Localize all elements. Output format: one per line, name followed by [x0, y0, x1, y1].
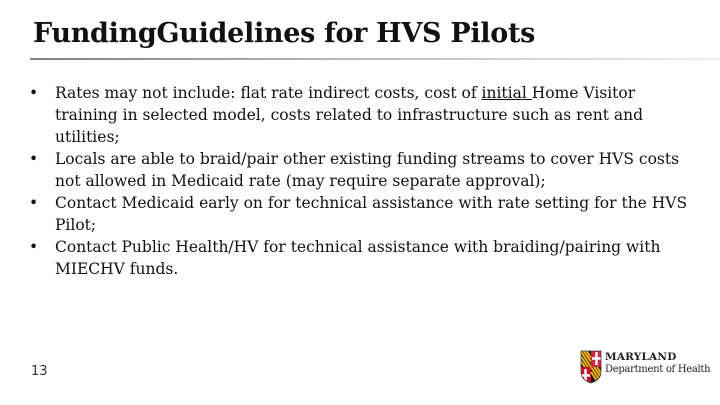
- maryland-health-logo: [580, 350, 710, 386]
- maryland-flag-icon: [580, 350, 602, 384]
- bullet-text: Contact Public Health/HV for technical assistance with braiding/pairing with MIECHV funds.: [55, 237, 661, 279]
- bullet-item: [26, 82, 696, 149]
- bullet-text-continued: Home Visitor training in selected model, costs related to infrastructure such as rent and utilities;: [55, 84, 644, 147]
- bullet-list: [26, 82, 696, 280]
- bullet-marker: •: [29, 194, 39, 213]
- bullet-text: Locals are able to braid/pair other existing funding streams to cover HVS costs not allowed in Medicaid rate (may require separate approval);: [55, 150, 680, 191]
- bullet-text: Contact Medicaid early on for technical assistance with rate setting for the HVS Pilot;: [55, 194, 688, 235]
- logo-department-name: Department of Health: [605, 363, 711, 375]
- slide-title: FundingGuidelines for HVS Pilots: [33, 18, 536, 49]
- bullet-item: [26, 236, 696, 280]
- bullet-text: Rates may not include: flat rate indirect costs, cost of: [55, 84, 482, 102]
- bullet-item: [26, 192, 696, 236]
- bullet-marker: •: [29, 237, 39, 256]
- bullet-marker: •: [29, 150, 39, 169]
- bullet-underlined-text: initial: [481, 84, 532, 102]
- title-divider: [30, 58, 720, 60]
- logo-state-name: MARYLAND: [605, 351, 677, 363]
- logo-text: [605, 352, 710, 375]
- page-number: 13: [31, 364, 48, 379]
- bullet-item: [26, 148, 696, 192]
- bullet-marker: •: [29, 84, 39, 102]
